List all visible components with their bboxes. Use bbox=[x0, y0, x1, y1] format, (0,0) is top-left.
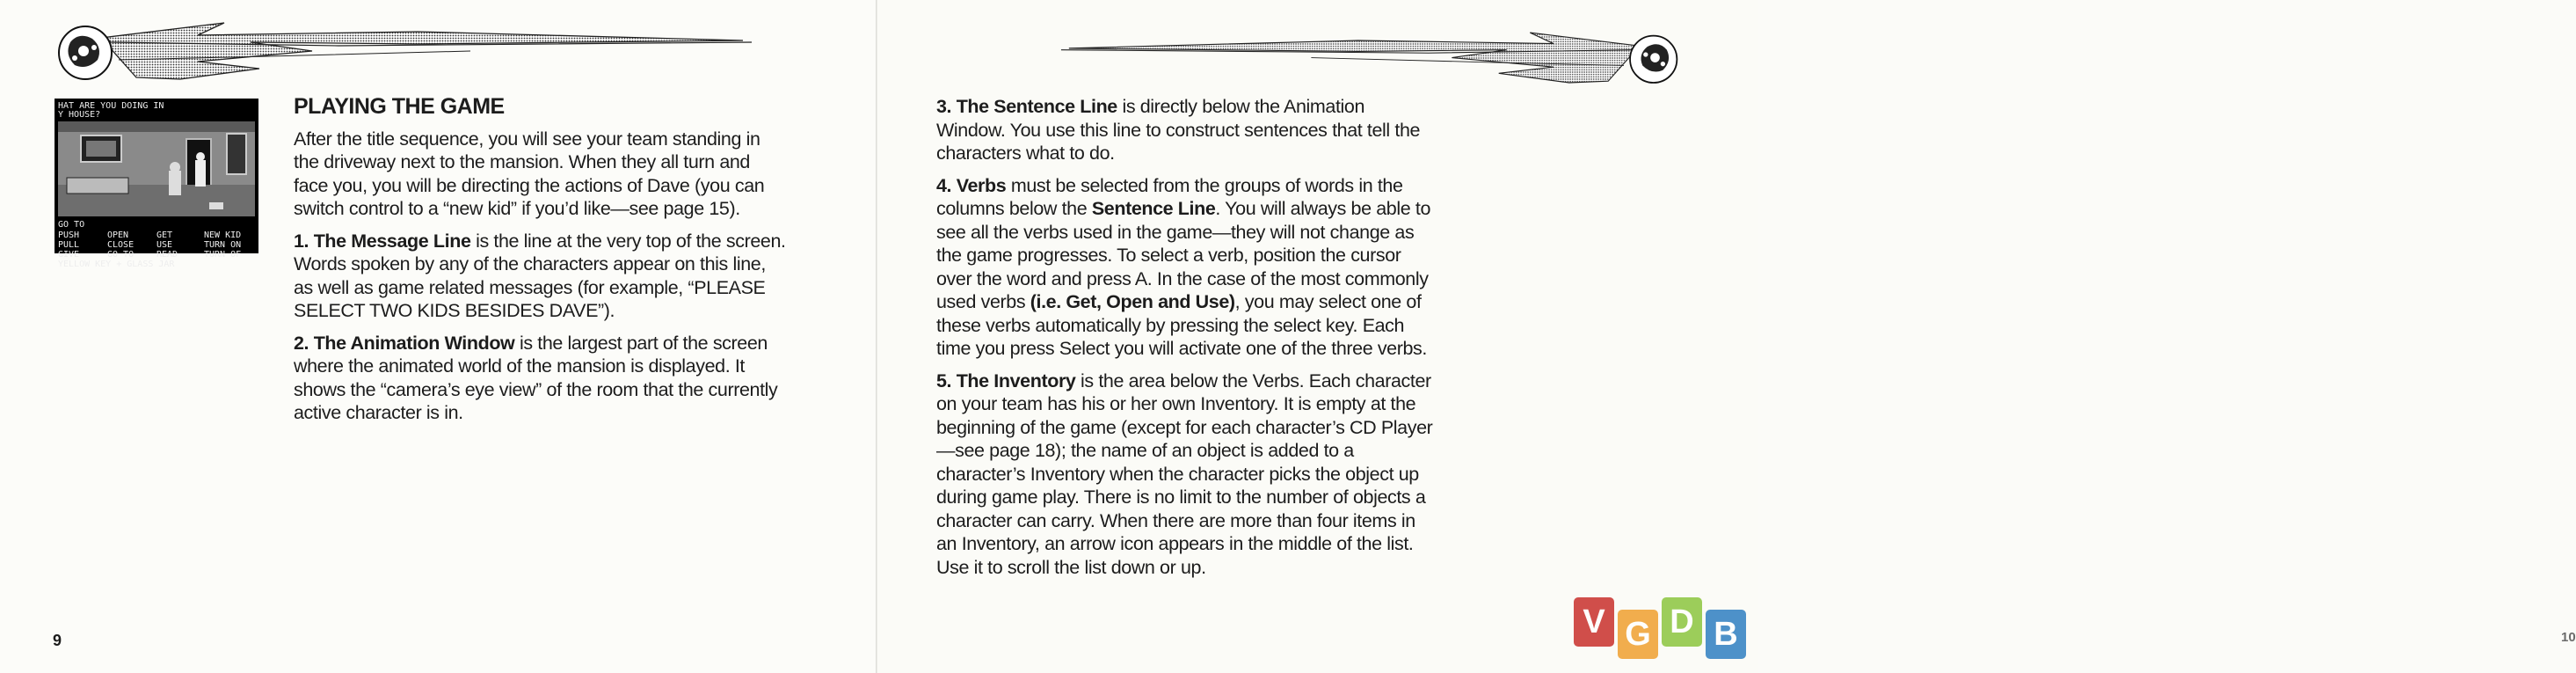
item-term: Sentence Line bbox=[1091, 198, 1216, 219]
item-text: is the line at the very top of the screen. Words spoken by any of the characters appear on this line, as well as game related messages (for example, “PLEASE SELECT TWO KIDS BESIDES DAVE”). bbox=[294, 230, 786, 321]
watermark-letter: B bbox=[1706, 610, 1746, 659]
item-term: 3. The Sentence Line bbox=[936, 96, 1117, 117]
game-screenshot-image bbox=[55, 99, 258, 269]
screenshot-verb: CLOSE bbox=[107, 240, 135, 250]
screenshot-message-line-1: HAT ARE YOU DOING IN bbox=[58, 101, 164, 111]
watermark-letter: V bbox=[1574, 597, 1614, 647]
screenshot-verb: PUSH bbox=[58, 230, 80, 240]
item-text: is the area below the Verbs. Each character on your team has his or her own Inventory. It is empty at the beginning of the game (except for each character’s CD Player—see page 18); the name of an object is added to a character’s Inventory when the character picks the object up during game play. There is no limit to the number of objects a character can carry. When there are more than four items in an Inventory, an arrow icon appears in the middle of the list. Use it to scroll the list down or up. bbox=[936, 369, 1433, 578]
item-text: is directly below the Animation Window. You use this line to construct sentences that tell the characters what to do. bbox=[936, 96, 1421, 164]
item-text: is the largest part of the screen where the animated world of the mansion is displayed. It shows the “camera’s eye view” of the room that the currently active character is in. bbox=[294, 332, 778, 423]
left-page bbox=[0, 0, 877, 673]
item-inventory bbox=[936, 369, 1437, 580]
left-text-column bbox=[294, 95, 786, 434]
screenshot-verb: NEW KID bbox=[204, 230, 242, 240]
right-page bbox=[877, 0, 2576, 673]
item-sentence-line bbox=[936, 95, 1437, 165]
item-term: (i.e. Get, Open and Use) bbox=[1030, 291, 1235, 312]
page-number-right: 10 bbox=[2561, 630, 2576, 645]
item-term: 1. The Message Line bbox=[294, 230, 471, 252]
item-animation-window bbox=[294, 332, 786, 425]
screenshot-verb: TURN ON bbox=[204, 240, 242, 250]
watermark-letter: D bbox=[1662, 597, 1702, 647]
right-text-column bbox=[936, 95, 1437, 588]
section-heading: PLAYING THE GAME bbox=[294, 94, 505, 119]
item-term: 5. The Inventory bbox=[936, 369, 1076, 391]
item-verbs bbox=[936, 174, 1437, 361]
item-message-line bbox=[294, 230, 786, 323]
screenshot-verb: PULL bbox=[58, 240, 80, 250]
item-term: 4. Verbs bbox=[936, 174, 1007, 196]
game-screenshot bbox=[55, 99, 258, 269]
item-text: , you may select one of these verbs automatically by pressing the select key. Each time you press Select you will activate one of the three verbs. bbox=[936, 291, 1427, 359]
screenshot-verb: GIVE bbox=[58, 250, 80, 260]
screenshot-verb: TURN OF bbox=[204, 250, 242, 260]
screenshot-verb: GO TO bbox=[107, 250, 135, 260]
page-number-left: 9 bbox=[53, 632, 62, 649]
comet-decoration-right bbox=[1046, 26, 1701, 97]
screenshot-verb: GET bbox=[156, 230, 173, 240]
screenshot-inventory-line: YELLOW KEY + GLASS JAR bbox=[58, 260, 175, 269]
item-text: . You will always be able to see all the verbs used in the game—they will not change as the game progresses. To select a verb, position the cursor over the word and press A. In the case of the most commonly used verbs bbox=[936, 198, 1430, 312]
screenshot-sentence-line: GO TO bbox=[58, 220, 85, 230]
comet-decoration-left bbox=[48, 16, 752, 95]
vgdb-watermark-logo bbox=[1574, 594, 1754, 664]
screenshot-message-line-2: Y HOUSE? bbox=[58, 110, 101, 120]
intro-paragraph: After the title sequence, you will see your team standing in the driveway next to the mansion. When they all turn and face you, you will be directing the actions of Dave (you can switch control to a “new kid” if you’d like—see page 15). bbox=[294, 128, 765, 219]
item-term: 2. The Animation Window bbox=[294, 332, 515, 354]
watermark-letter: G bbox=[1618, 610, 1658, 659]
screenshot-verb: READ bbox=[156, 250, 178, 260]
screenshot-verb: OPEN bbox=[107, 230, 129, 240]
screenshot-verb: USE bbox=[156, 240, 173, 250]
item-text: must be selected from the groups of words in the columns below the bbox=[936, 174, 1403, 219]
